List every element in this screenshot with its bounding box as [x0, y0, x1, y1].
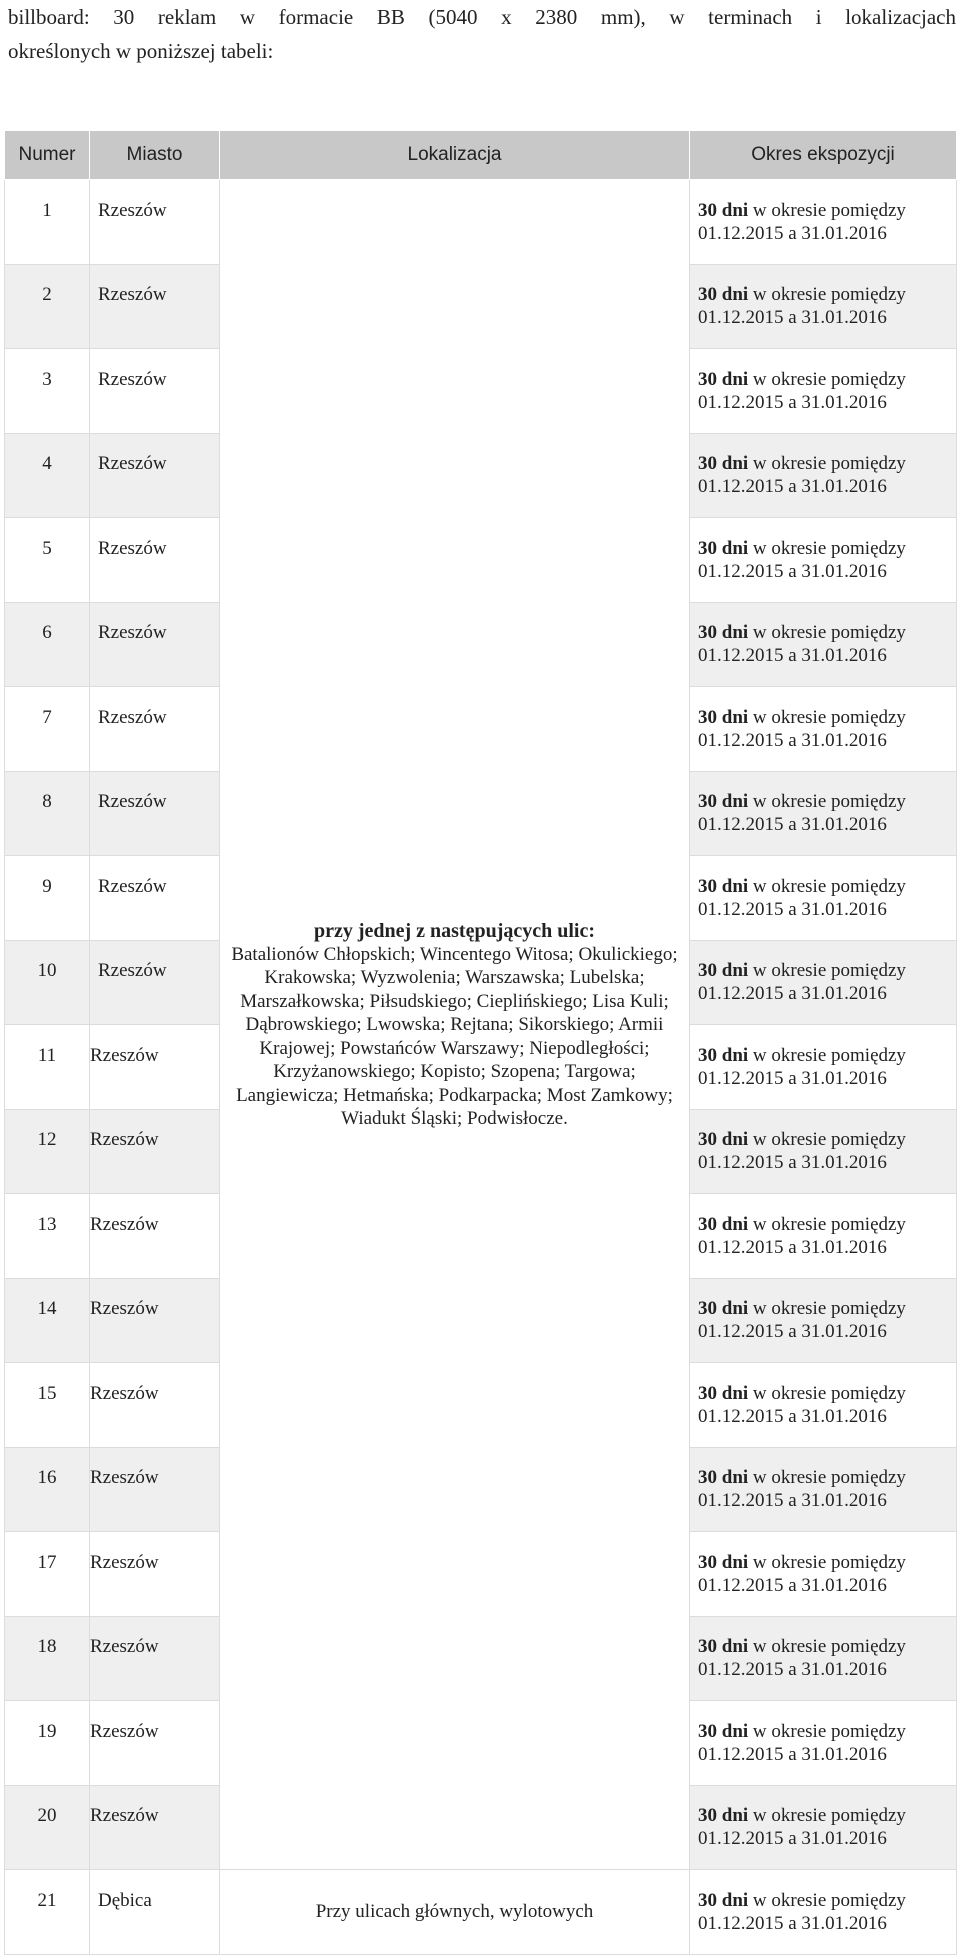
row-period: [690, 1447, 957, 1532]
period-line-1: [698, 875, 956, 898]
row-city: Rzeszów: [90, 180, 220, 265]
period-rest: w okresie pomiędzy: [748, 1044, 906, 1066]
period-line-1: [698, 1804, 956, 1827]
table-header-row: [5, 131, 957, 180]
period-rest: w okresie pomiędzy: [748, 1889, 906, 1911]
row-city: Rzeszów: [90, 1532, 220, 1617]
row-city: Rzeszów: [90, 518, 220, 603]
period-line-1: [698, 1213, 956, 1236]
row-number: 10: [5, 940, 90, 1025]
row-number: 14: [5, 1278, 90, 1363]
period-days: 30 dni: [698, 1298, 749, 1320]
row-period: [690, 1701, 957, 1786]
period-rest: w okresie pomiędzy: [748, 1467, 906, 1489]
period-line-2: 01.12.2015 a 31.01.2016: [698, 645, 887, 667]
period-rest: w okresie pomiędzy: [748, 1382, 906, 1404]
period-line-2: 01.12.2015 a 31.01.2016: [698, 1659, 887, 1681]
period-line-2: 01.12.2015 a 31.01.2016: [698, 1743, 887, 1765]
row-period: [690, 856, 957, 941]
period-line-1: [698, 790, 956, 813]
period-line-2: 01.12.2015 a 31.01.2016: [698, 476, 887, 498]
period-rest: w okresie pomiędzy: [748, 622, 906, 644]
period-line-2: 01.12.2015 a 31.01.2016: [698, 1321, 887, 1343]
period-line-1: [698, 1551, 956, 1574]
row-period: [690, 518, 957, 603]
period-line-1: [698, 1382, 956, 1405]
period-line-1: [698, 283, 956, 306]
row-period: [690, 771, 957, 856]
row-period: [690, 1194, 957, 1279]
row-period: [690, 180, 957, 265]
period-line-1: [698, 959, 956, 982]
period-rest: w okresie pomiędzy: [748, 199, 906, 221]
row-number: 13: [5, 1194, 90, 1279]
row-city: Rzeszów: [90, 771, 220, 856]
period-days: 30 dni: [698, 706, 749, 728]
row-period: [690, 1870, 957, 1955]
row-city: Rzeszów: [90, 602, 220, 687]
period-line-1: [698, 706, 956, 729]
period-days: 30 dni: [698, 368, 749, 390]
period-days: 30 dni: [698, 1805, 749, 1827]
period-rest: w okresie pomiędzy: [748, 1213, 906, 1235]
row-period: [690, 1109, 957, 1194]
row-number: 15: [5, 1363, 90, 1448]
period-days: 30 dni: [698, 791, 749, 813]
location-streets: Batalionów Chłopskich; Wincentego Witosa; Okulickiego; Krakowska; Wyzwolenia; Warszawska; Lubelska; Marszałkowska; Piłsudskiego; Cieplińskiego; Lisa Kuli; Dąbrowskiego; Lwowska; Rejtana; Sikorskiego; Armii Krajowej; Powstańców Warszawy; Niepodległości; Krzyżanowskiego; Kopisto; Szopena; Targowa; Langiewicza; Hetmańska; Podkarpacka; Most Zamkowy; Wiadukt Śląski; Podwisłocze.: [231, 943, 678, 1129]
row-city: Rzeszów: [90, 433, 220, 518]
row-number: 19: [5, 1701, 90, 1786]
row-number: 18: [5, 1616, 90, 1701]
row-number: 4: [5, 433, 90, 518]
period-line-2: 01.12.2015 a 31.01.2016: [698, 1405, 887, 1427]
row-city: Rzeszów: [90, 687, 220, 772]
period-line-2: 01.12.2015 a 31.01.2016: [698, 560, 887, 582]
period-rest: w okresie pomiędzy: [748, 453, 906, 475]
intro-line-2: określonych w poniższej tabeli:: [8, 39, 274, 63]
period-days: 30 dni: [698, 1044, 749, 1066]
period-line-1: [698, 1720, 956, 1743]
period-line-2: 01.12.2015 a 31.01.2016: [698, 307, 887, 329]
period-line-2: 01.12.2015 a 31.01.2016: [698, 1067, 887, 1089]
table-row: [5, 1870, 957, 1955]
row-number: 1: [5, 180, 90, 265]
row-number: 3: [5, 349, 90, 434]
row-number: 17: [5, 1532, 90, 1617]
row-number: 7: [5, 687, 90, 772]
period-line-1: [698, 1044, 956, 1067]
row-number: 21: [5, 1870, 90, 1955]
row-period: [690, 1025, 957, 1110]
row-period: [690, 602, 957, 687]
row-city: Rzeszów: [90, 1278, 220, 1363]
row-period: [690, 940, 957, 1025]
period-line-2: 01.12.2015 a 31.01.2016: [698, 814, 887, 836]
period-days: 30 dni: [698, 960, 749, 982]
row-number: 5: [5, 518, 90, 603]
period-days: 30 dni: [698, 1382, 749, 1404]
row-number: 6: [5, 602, 90, 687]
header-number: Numer: [5, 131, 90, 180]
location-heading: przy jednej z następujących ulic:: [313, 919, 596, 942]
period-days: 30 dni: [698, 1129, 749, 1151]
row-period: [690, 1616, 957, 1701]
period-line-2: 01.12.2015 a 31.01.2016: [698, 391, 887, 413]
period-line-2: 01.12.2015 a 31.01.2016: [698, 1152, 887, 1174]
row-period: [690, 1785, 957, 1870]
period-line-1: [698, 621, 956, 644]
period-line-2: 01.12.2015 a 31.01.2016: [698, 222, 887, 244]
period-rest: w okresie pomiędzy: [748, 875, 906, 897]
period-days: 30 dni: [698, 453, 749, 475]
row-city: Dębica: [90, 1870, 220, 1955]
period-days: 30 dni: [698, 1467, 749, 1489]
billboard-table: [4, 130, 957, 1955]
period-line-1: [698, 452, 956, 475]
table-row: [5, 180, 957, 265]
period-line-1: [698, 1889, 956, 1912]
row-number: 12: [5, 1109, 90, 1194]
row-number: 11: [5, 1025, 90, 1110]
row-city: Rzeszów: [90, 1616, 220, 1701]
row-city: Rzeszów: [90, 940, 220, 1025]
row-period: [690, 433, 957, 518]
row-city: Rzeszów: [90, 349, 220, 434]
row-period: [690, 1363, 957, 1448]
period-days: 30 dni: [698, 622, 749, 644]
period-rest: w okresie pomiędzy: [748, 537, 906, 559]
row-period: [690, 349, 957, 434]
period-line-2: 01.12.2015 a 31.01.2016: [698, 1236, 887, 1258]
period-line-2: 01.12.2015 a 31.01.2016: [698, 1828, 887, 1850]
period-days: 30 dni: [698, 284, 749, 306]
row-number: 9: [5, 856, 90, 941]
period-rest: w okresie pomiędzy: [748, 1636, 906, 1658]
row-city: Rzeszów: [90, 1194, 220, 1279]
period-days: 30 dni: [698, 1213, 749, 1235]
period-rest: w okresie pomiędzy: [748, 1129, 906, 1151]
row-city: Rzeszów: [90, 1701, 220, 1786]
row-city: Rzeszów: [90, 1363, 220, 1448]
period-line-2: 01.12.2015 a 31.01.2016: [698, 1490, 887, 1512]
header-city: Miasto: [90, 131, 220, 180]
row-city: Rzeszów: [90, 1025, 220, 1110]
period-days: 30 dni: [698, 1551, 749, 1573]
period-line-1: [698, 199, 956, 222]
period-rest: w okresie pomiędzy: [748, 368, 906, 390]
row-city: Rzeszów: [90, 1109, 220, 1194]
period-line-1: [698, 1128, 956, 1151]
period-line-2: 01.12.2015 a 31.01.2016: [698, 898, 887, 920]
row-period: [690, 1278, 957, 1363]
period-line-2: 01.12.2015 a 31.01.2016: [698, 1574, 887, 1596]
period-days: 30 dni: [698, 1720, 749, 1742]
row-city: Rzeszów: [90, 1785, 220, 1870]
intro-paragraph: [8, 0, 956, 68]
header-location: Lokalizacja: [220, 131, 690, 180]
period-rest: w okresie pomiędzy: [748, 1720, 906, 1742]
period-line-1: [698, 368, 956, 391]
period-rest: w okresie pomiędzy: [748, 791, 906, 813]
intro-line-1: billboard: 30 reklam w formacie BB (5040 x 2380 mm), w terminach i lokalizacjach: [8, 5, 956, 29]
period-days: 30 dni: [698, 199, 749, 221]
period-rest: w okresie pomiędzy: [748, 960, 906, 982]
row-number: 20: [5, 1785, 90, 1870]
period-line-2: 01.12.2015 a 31.01.2016: [698, 983, 887, 1005]
table-body: [5, 180, 957, 1955]
row-period: [690, 687, 957, 772]
row-city: Rzeszów: [90, 264, 220, 349]
row-number: 16: [5, 1447, 90, 1532]
period-rest: w okresie pomiędzy: [748, 706, 906, 728]
row-city: Rzeszów: [90, 1447, 220, 1532]
period-days: 30 dni: [698, 1636, 749, 1658]
header-period: Okres ekspozycji: [690, 131, 957, 180]
row-period: [690, 264, 957, 349]
row-location: Przy ulicach głównych, wylotowych: [220, 1870, 690, 1955]
row-number: 8: [5, 771, 90, 856]
row-city: Rzeszów: [90, 856, 220, 941]
period-days: 30 dni: [698, 875, 749, 897]
period-rest: w okresie pomiędzy: [748, 1298, 906, 1320]
period-line-1: [698, 1635, 956, 1658]
row-period: [690, 1532, 957, 1617]
period-rest: w okresie pomiędzy: [748, 284, 906, 306]
period-rest: w okresie pomiędzy: [748, 1805, 906, 1827]
period-line-1: [698, 1297, 956, 1320]
period-days: 30 dni: [698, 537, 749, 559]
period-line-1: [698, 1466, 956, 1489]
shared-location-cell: [220, 180, 690, 1870]
row-number: 2: [5, 264, 90, 349]
period-line-2: 01.12.2015 a 31.01.2016: [698, 1912, 887, 1934]
period-rest: w okresie pomiędzy: [748, 1551, 906, 1573]
period-line-2: 01.12.2015 a 31.01.2016: [698, 729, 887, 751]
period-days: 30 dni: [698, 1889, 749, 1911]
period-line-1: [698, 537, 956, 560]
